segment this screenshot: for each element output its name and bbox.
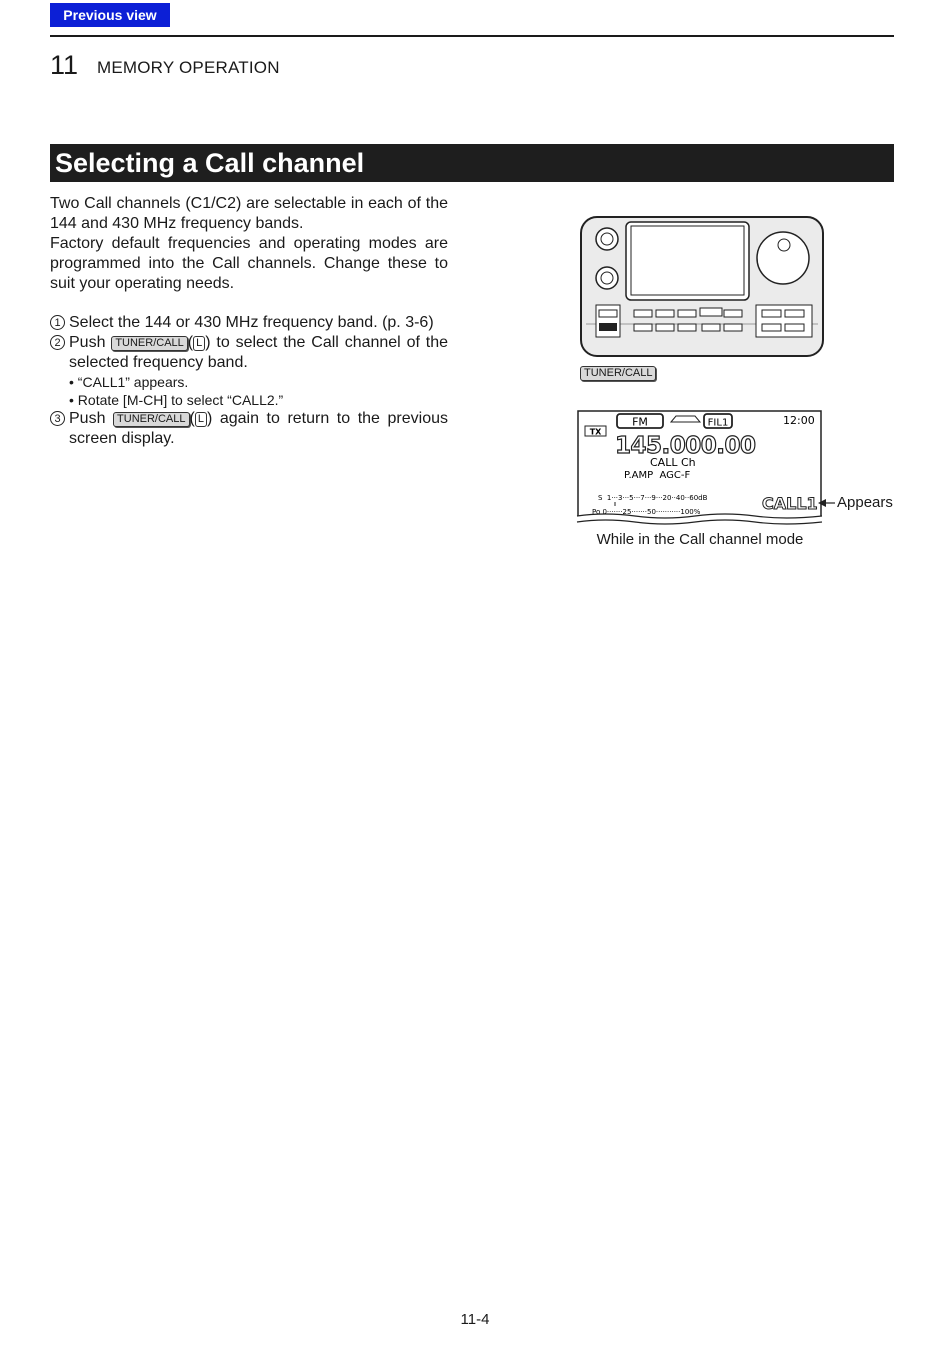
intro-line: 144 and 430 MHz frequency bands.: [50, 215, 304, 232]
po-meter-scale: Po 0·······25·······50···········100%: [592, 508, 701, 516]
body-text: [50, 194, 448, 449]
tx-indicator: TX: [589, 427, 602, 437]
indicators: P.AMP AGC-F: [624, 470, 691, 481]
appears-label: Appears: [837, 494, 893, 511]
step-prefix: Push: [69, 334, 106, 351]
step-text: Select the 144 or 430 MHz frequency band. (p. 3-6): [69, 314, 434, 331]
intro-line: Two Call channels (C1/C2) are selectable in each of the: [50, 195, 448, 212]
tuner-call-key-callout: TUNER/CALL: [580, 366, 656, 381]
step-3: 3 Push TUNER/CALL ( L ) again to return to the previous screen display.: [50, 409, 448, 449]
step-text: ) again to return to the previous: [206, 410, 448, 427]
step-2: 2 Push TUNER/CALL ( L ) to select the Call channel of the selected frequency band. • “CALL1” appears. • Rotate [M-CH] to select “CALL2.”: [50, 333, 448, 409]
lcd-display-illustration: [575, 408, 837, 530]
step-number: 3: [50, 411, 65, 426]
step-bullet: • “CALL1” appears.: [69, 374, 189, 390]
section-title: Selecting a Call channel: [50, 144, 894, 182]
long-press-key: L: [195, 412, 207, 427]
figure-caption: While in the Call channel mode: [596, 531, 804, 548]
mode-indicator: FM: [632, 415, 648, 429]
intro-line: suit your operating needs.: [50, 275, 235, 292]
s-meter-scale: S 1···3···5···7···9···20··40··60dB: [598, 494, 708, 502]
step-number: 2: [50, 335, 65, 350]
chapter-title: MEMORY OPERATION: [97, 58, 280, 77]
filter-indicator: FIL1: [707, 417, 729, 429]
filter-shape-icon: [671, 416, 700, 422]
header-rule: [50, 35, 894, 37]
step-1: [50, 313, 448, 333]
intro-line: programmed into the Call channels. Change these to: [50, 255, 448, 272]
step-text: ) to select the Call channel of the: [205, 334, 448, 351]
intro-line: Factory default frequencies and operating modes are: [50, 235, 448, 252]
page-number: 11-4: [460, 1311, 490, 1328]
tuner-call-key: TUNER/CALL: [113, 412, 189, 427]
channel-indicator: CALL1: [762, 494, 818, 513]
step-bullet: • Rotate [M-CH] to select “CALL2.”: [69, 392, 284, 408]
radio-front-panel-illustration: [578, 214, 826, 360]
channel-name: CALL Ch: [650, 456, 696, 469]
step-text: screen display.: [69, 430, 175, 447]
previous-view-button[interactable]: Previous view: [50, 3, 170, 27]
long-press-key: L: [193, 336, 205, 351]
chapter-number: 11: [50, 50, 79, 80]
step-number: 1: [50, 315, 65, 330]
frequency-readout: 145.000.00: [615, 433, 756, 459]
step-prefix: Push: [69, 410, 106, 427]
clock: 12:00: [783, 414, 815, 427]
tuner-call-key: TUNER/CALL: [111, 336, 187, 351]
step-text: selected frequency band.: [69, 354, 248, 371]
